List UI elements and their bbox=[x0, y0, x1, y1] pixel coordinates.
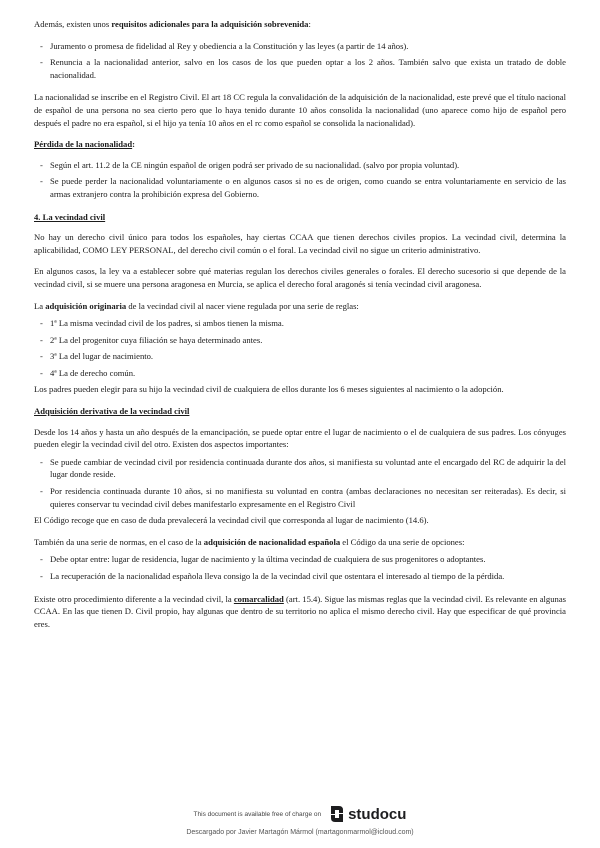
perdida-heading: Pérdida de la nacionalidad: bbox=[34, 139, 136, 150]
list-item: - 1ª La misma vecindad civil de los padres, si ambos tienen la misma. bbox=[40, 318, 284, 329]
studocu-icon bbox=[329, 805, 345, 823]
list-item: - Se puede cambiar de vecindad civil por residencia continuada durante dos años, si manifiesta su voluntad ante el encargado del RC de adquirir la del lugar donde reside. bbox=[40, 456, 566, 480]
footer-availability bbox=[0, 804, 600, 824]
list-item: - 4ª La de derecho común. bbox=[40, 367, 136, 378]
nacesp-paragraph: También da una serie de normas, en el caso de la adquisición de nacionalidad española el Código da una serie de opciones: bbox=[34, 536, 465, 547]
studocu-logo[interactable]: studocu bbox=[329, 805, 406, 823]
derivativa-paragraph: Desde los 14 años y hasta un año después de la emancipación, se puede optar entre el lugar de nacimiento o el de cualquiera de sus padres. Los cónyuges pueden elegir la vecindad civil del otro. Existen dos aspectos importantes: bbox=[34, 426, 566, 450]
originaria-after: Los padres pueden elegir para su hijo la vecindad civil de cualquiera de ellos durante los 6 meses siguientes al nacimiento o la adopción. bbox=[34, 384, 504, 395]
list-item: - 3ª La del lugar de nacimiento. bbox=[40, 351, 154, 362]
list-item: - Se puede perder la nacionalidad voluntariamente o en algunos casos si no es de origen, como cuando se entra voluntariamente en servicio de las armas extranjero contra la prohibición expresa del Gobierno. bbox=[40, 176, 566, 199]
list-item: - 2ª La del progenitor cuya filiación se haya determinado antes. bbox=[40, 334, 263, 345]
list-item: - Según el art. 11.2 de la CE ningún español de origen podrá ser privado de su nacionalidad. (salvo por propia voluntad). bbox=[40, 159, 460, 170]
document-page bbox=[34, 18, 566, 639]
list-item: - La recuperación de la nacionalidad española lleva consigo la de la vecindad civil que ostentara el interesado al tiempo de la pérdida. bbox=[40, 571, 505, 581]
vecindad-paragraph-1: No hay un derecho civil único para todos los españoles, hay ciertas CCAA que tienen derechos civiles propios. La vecindad civil, determina la aplicabilidad, COMO LEY PERSONAL, del derecho civil común o el foral. La vecindad civil no sigue un criterio administrativo. bbox=[34, 232, 566, 255]
list-item: - Juramento o promesa de fidelidad al Rey y obediencia a la Constitución y las leyes (a partir de 14 años). bbox=[40, 40, 409, 51]
list-item: - Debe optar entre: lugar de residencia, lugar de nacimiento y la última vecindad de cualquiera de sus progenitores o adoptantes. bbox=[40, 554, 486, 565]
list-item: - Por residencia continuada durante 10 años, si no manifiesta su voluntad en contra (ambas declaraciones no necesitan ser reiteradas). Es decir, si quieres conservar tu vecindad civil debes manifestarlo expresamente en el Registro Civil bbox=[40, 486, 566, 509]
registro-paragraph: La nacionalidad se inscribe en el Registro Civil. El art 18 CC regula la convalidación de la adquisición de la nacionalidad, este prevé que el título nacional de español de una persona no sea cierto pero que lo haya tenido durante 10 años consolida la nacionalidad (uno aparece como hijo de español pero después el padre no era español, si el hijo ya tenía 10 años en el rc como español se consolida la nacionalidad). bbox=[34, 92, 566, 128]
intro-paragraph: Además, existen unos requisitos adicionales para la adquisición sobrevenida: bbox=[34, 19, 311, 29]
list-item: - Renuncia a la nacionalidad anterior, salvo en los casos de los que pueden optar a los 2 años. También salvo que exista un tratado de doble nacionalidad. bbox=[40, 57, 566, 80]
derivativa-paragraph-2: El Código recoge que en caso de duda prevalecerá la vecindad civil que corresponda al lugar de nacimiento (14.6). bbox=[34, 515, 429, 526]
derivativa-heading: Adquisición derivativa de la vecindad civil bbox=[34, 406, 190, 417]
originaria-paragraph: La adquisición originaria de la vecindad civil al nacer viene regulada por una serie de reglas: bbox=[34, 300, 359, 311]
intro-bold: requisitos adicionales para la adquisición sobrevenida bbox=[111, 19, 309, 29]
footer-download: Descargado por Javier Martagón Mármol (martagonmarmol@icloud.com) bbox=[186, 829, 414, 836]
comarcalidad-paragraph: Existe otro procedimiento diferente a la vecindad civil, la comarcalidad (art. 15.4). Sigue las mismas reglas que la vecindad civil. Es relevante en algunas CCAA. En las que tienen D. Civil propio, hay algunas que dentro de su territorio no aplica el mismo derecho civil. Hay que especificar de qué provincia eres. bbox=[34, 593, 566, 629]
footer-available-text: This document is available free of charge on bbox=[193, 810, 322, 818]
section-heading-vecindad: 4. La vecindad civil bbox=[34, 211, 106, 222]
vecindad-paragraph-2: En algunos casos, la ley va a establecer sobre qué materias regulan los derechos civiles generales o forales. El derecho sucesorio si que depende de la vecindad civil, si se muere una persona aragonesa en Murcia, se aplica el derecho foral aragonés si tenía vecindad civil aragonesa. bbox=[34, 266, 566, 289]
